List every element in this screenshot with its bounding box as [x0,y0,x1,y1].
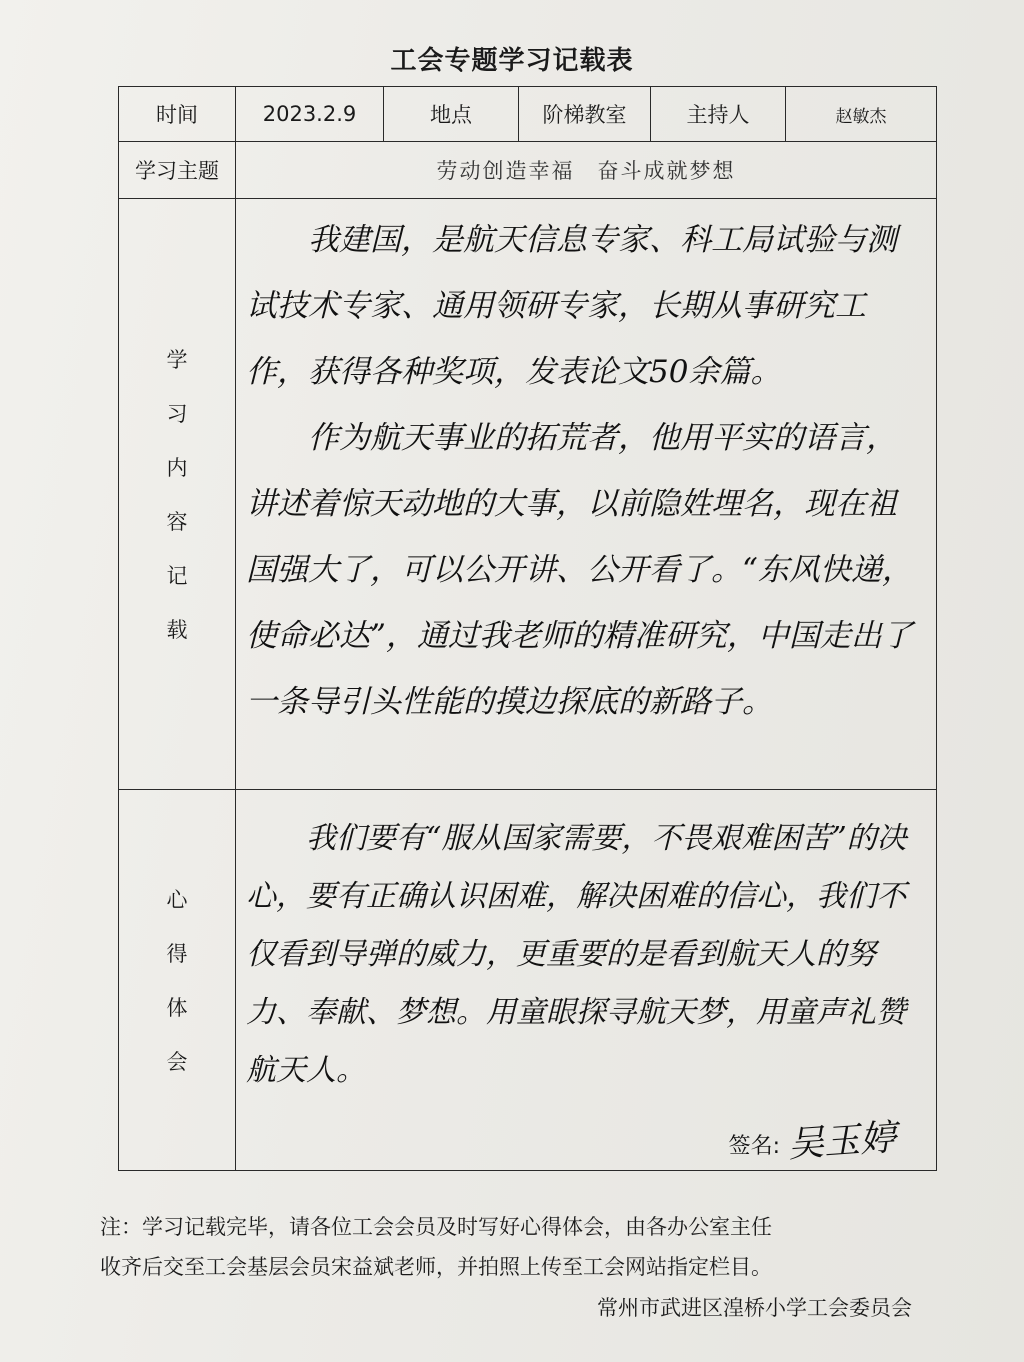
content-handwriting [236,199,936,789]
footer-org: 常州市武进区湟桥小学工会委员会 [597,1296,912,1320]
content-label-char: 记 [166,564,188,588]
experience-paragraph: 我们要有“服从国家需要，不畏艰难困苦”的决心，要有正确认识困难，解决困难的信心，我们不仅看到导弹的威力，更重要的是看到航天人的努力、奉献、梦想。用童眼探寻航天梦，用童声礼赞航天人。 [246,821,907,1088]
content-cell [236,199,937,790]
place-label: 地点 [384,87,519,142]
content-label-cell [119,199,236,790]
theme-label: 学习主题 [119,142,236,199]
experience-cell [236,790,937,1171]
form-title: 工会专题学习记载表 [390,46,634,76]
place-value: 阶梯教室 [519,87,651,142]
content-paragraph: 我建国，是航天信息专家、科工局试验与测试技术专家、通用领研专家，长期从事研究工作，获得各种奖项，发表论文50余篇。 [246,222,897,390]
signature-block [728,1117,898,1166]
header-row [119,87,937,142]
time-label: 时间 [119,87,236,142]
signature-label: 签名: [728,1134,780,1159]
content-label-char: 容 [166,510,188,534]
content-label-char: 学 [166,348,188,372]
experience-label-char: 心 [166,888,188,912]
content-label-char: 载 [166,618,188,642]
experience-handwriting [236,790,936,1170]
time-value: 2023.2.9 [236,87,384,142]
content-label-char: 习 [166,402,188,426]
record-table [118,86,937,1171]
theme-row [119,142,937,199]
note-line: 收齐后交至工会基层会员宋益斌老师，并拍照上传至工会网站指定栏目。 [100,1255,772,1279]
host-value: 赵敏杰 [786,87,937,142]
content-row [119,199,937,790]
experience-row [119,790,937,1171]
content-label [119,344,235,644]
experience-label [119,884,235,1076]
signature-name: 吴玉婷 [786,1117,898,1166]
note-block [100,1207,940,1287]
experience-label-char: 会 [166,1050,188,1074]
experience-label-cell [119,790,236,1171]
theme-value: 劳动创造幸福 奋斗成就梦想 [236,142,937,199]
note-line: 注：学习记载完毕，请各位工会会员及时写好心得体会，由各办公室主任 [100,1215,772,1239]
content-paragraph: 作为航天事业的拓荒者，他用平实的语言，讲述着惊天动地的大事，以前隐姓埋名，现在祖国强大了，可以公开讲、公开看了。“东风快递，使命必达”，通过我老师的精准研究，中国走出了一条导引头性能的摸边探底的新路子。 [246,420,913,720]
experience-label-char: 得 [166,942,188,966]
host-label: 主持人 [651,87,786,142]
content-label-char: 内 [166,456,188,480]
experience-label-char: 体 [166,996,188,1020]
